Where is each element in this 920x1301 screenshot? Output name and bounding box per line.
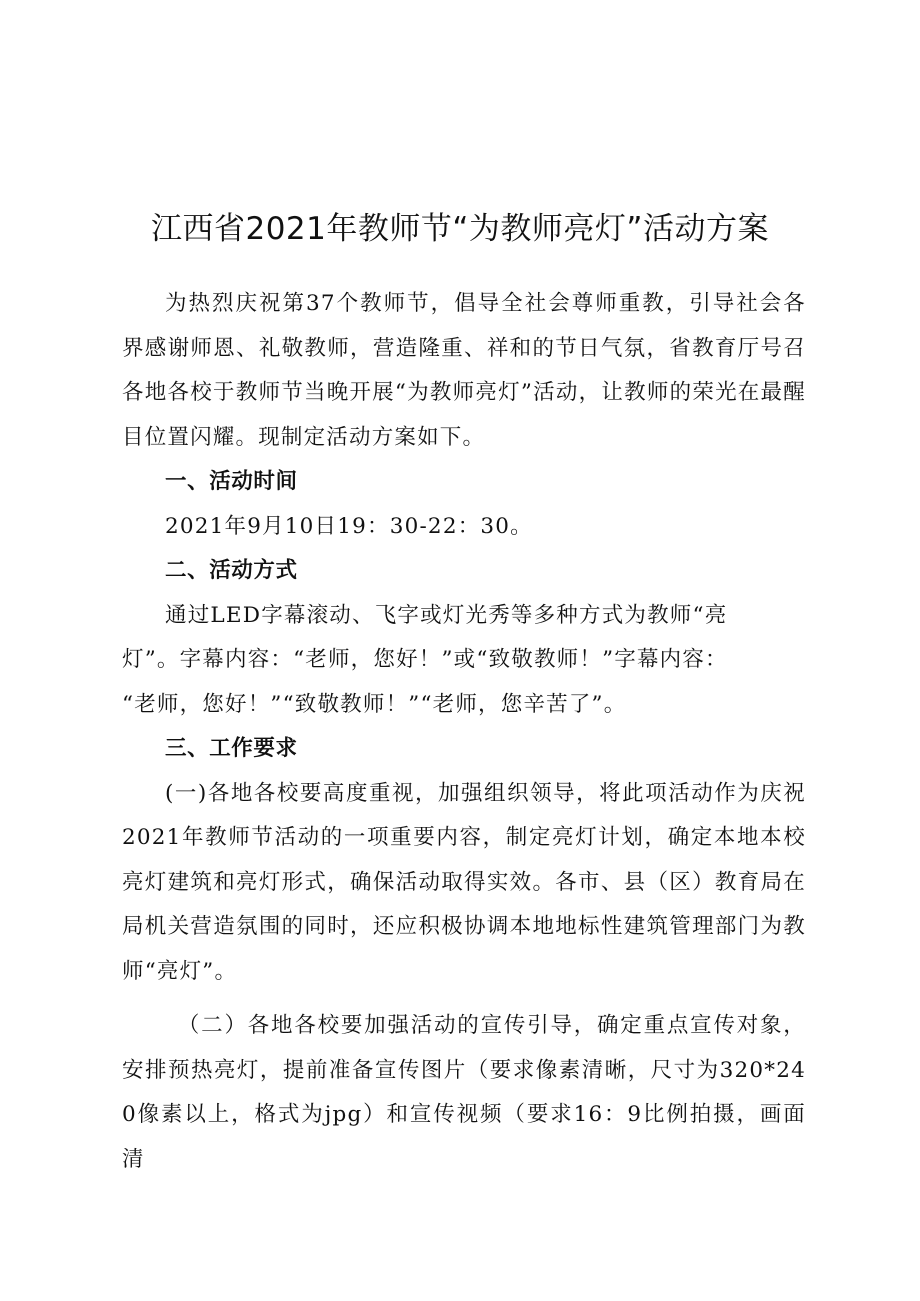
activity-method-line-1: 通过LED字幕滚动、飞字或灯光秀等多种方式为教师“亮 bbox=[165, 602, 728, 628]
intro-paragraph: 为热烈庆祝第37个教师节，倡导全社会尊师重教，引导社会各界感谢师恩、礼敬教师，营造隆重、祥和的节日气氛，省教育厅号召各地各校于教师节当晚开展“为教师亮灯”活动，让教师的荣光在最醒目位置闪耀。现制定活动方案如下。 bbox=[122, 291, 806, 450]
document-title: 江西省2021年教师节“为教师亮灯”活动方案 bbox=[150, 210, 769, 247]
activity-method-line-2: 灯”。字幕内容：“老师，您好！”或“致敬教师！”字幕内容： bbox=[122, 647, 728, 672]
activity-method-text bbox=[122, 594, 806, 728]
section-heading-method: 二、活动方式 bbox=[165, 558, 298, 583]
section-heading-time: 一、活动时间 bbox=[165, 469, 298, 494]
section-heading-requirements: 三、工作要求 bbox=[165, 736, 298, 761]
requirement-paragraph-1: (一)各地各校要高度重视，加强组织领导，将此项活动作为庆祝2021年教师节活动的一项重要内容，制定亮灯计划，确定本地本校亮灯建筑和亮灯形式，确保活动取得实效。各市、县（区）教育局在局机关营造氛围的同时，还应积极协调本地地标性建筑管理部门为教师“亮灯”。 bbox=[122, 780, 806, 984]
activity-time-line: 2021年9月10日19：30-22：30。 bbox=[165, 513, 533, 539]
document-body bbox=[122, 282, 806, 1182]
activity-method-line-3: “老师，您好！”“致敬教师！”“老师，您辛苦了”。 bbox=[122, 691, 627, 717]
activity-time-text bbox=[122, 505, 806, 550]
requirement-paragraph-2: （二）各地各校要加强活动的宣传引导，确定重点宣传对象，安排预热亮灯，提前准备宣传图片（要求像素清晰，尺寸为320*240像素以上，格式为jpg）和宣传视频（要求16：9比例拍摄，画面清 bbox=[122, 1013, 806, 1172]
